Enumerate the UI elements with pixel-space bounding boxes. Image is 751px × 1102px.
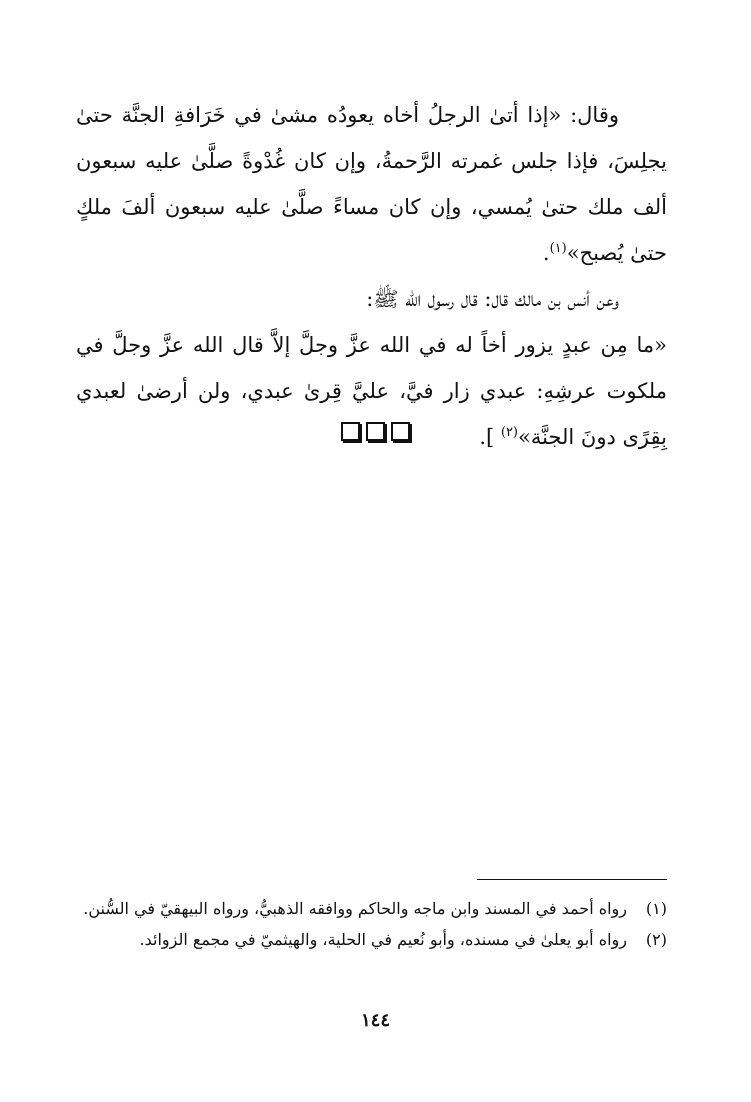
square-ornament-icon <box>341 422 360 441</box>
square-ornament-icon <box>391 422 410 441</box>
paragraph-narrator-anas: وعن أنس بن مالك قال: قال رسول الله ﷺ: <box>366 287 619 311</box>
footnote-text: رواه أبو يعلىٰ في مسنده، وأبو نُعيم في الحلية، والهيثميّ في مجمع الزوائد. <box>139 930 627 949</box>
footnote-ref-2: (٢) <box>500 425 518 440</box>
square-ornament-icon <box>366 422 385 441</box>
footnote-1 <box>78 893 667 924</box>
main-text <box>76 92 667 460</box>
footnotes <box>78 893 667 955</box>
footnote-ref-1: (١) <box>549 241 567 256</box>
section-separator <box>0 422 751 441</box>
footnote-2 <box>78 924 667 955</box>
page-number: ١٤٤ <box>360 1010 390 1031</box>
footnote-divider <box>477 879 667 880</box>
paragraph-hadith-visit-brother: «ما مِن عبدٍ يزور أخاً له في الله عزَّ وجلَّ إلاَّ قال الله عزَّ وجلَّ في ملكوت عرشِهِ: عبدي زار فيَّ، عليَّ قِرىٰ عبدي، ولن أرضىٰ لعبدي بِقِرًى دونَ الجنَّة»$^{(٢)}$ ]. <box>76 333 667 449</box>
footnote-text: رواه أحمد في المسند وابن ماجه والحاكم ووافقه الذهبيُّ، ورواه البيهقيّ في السُّنن. <box>83 899 627 918</box>
paragraph-hadith-visit-sick: وقال: «إذا أتىٰ الرجلُ أخاه يعودُه مشىٰ في خَرَافةِ الجنَّة حتىٰ يجلِسَ، فإذا جلس غمرته الرَّحمةُ، وإن كان غُدْوةً صلَّىٰ عليه سبعون ألف ملك حتىٰ يُمسي، وإن كان مساءً صلَّىٰ عليه سبعون ألفَ ملكٍ حتىٰ يُصبح»$^{(١)}$. <box>76 103 667 265</box>
footnote-number: (١) <box>645 899 667 918</box>
footnote-number: (٢) <box>645 930 667 949</box>
